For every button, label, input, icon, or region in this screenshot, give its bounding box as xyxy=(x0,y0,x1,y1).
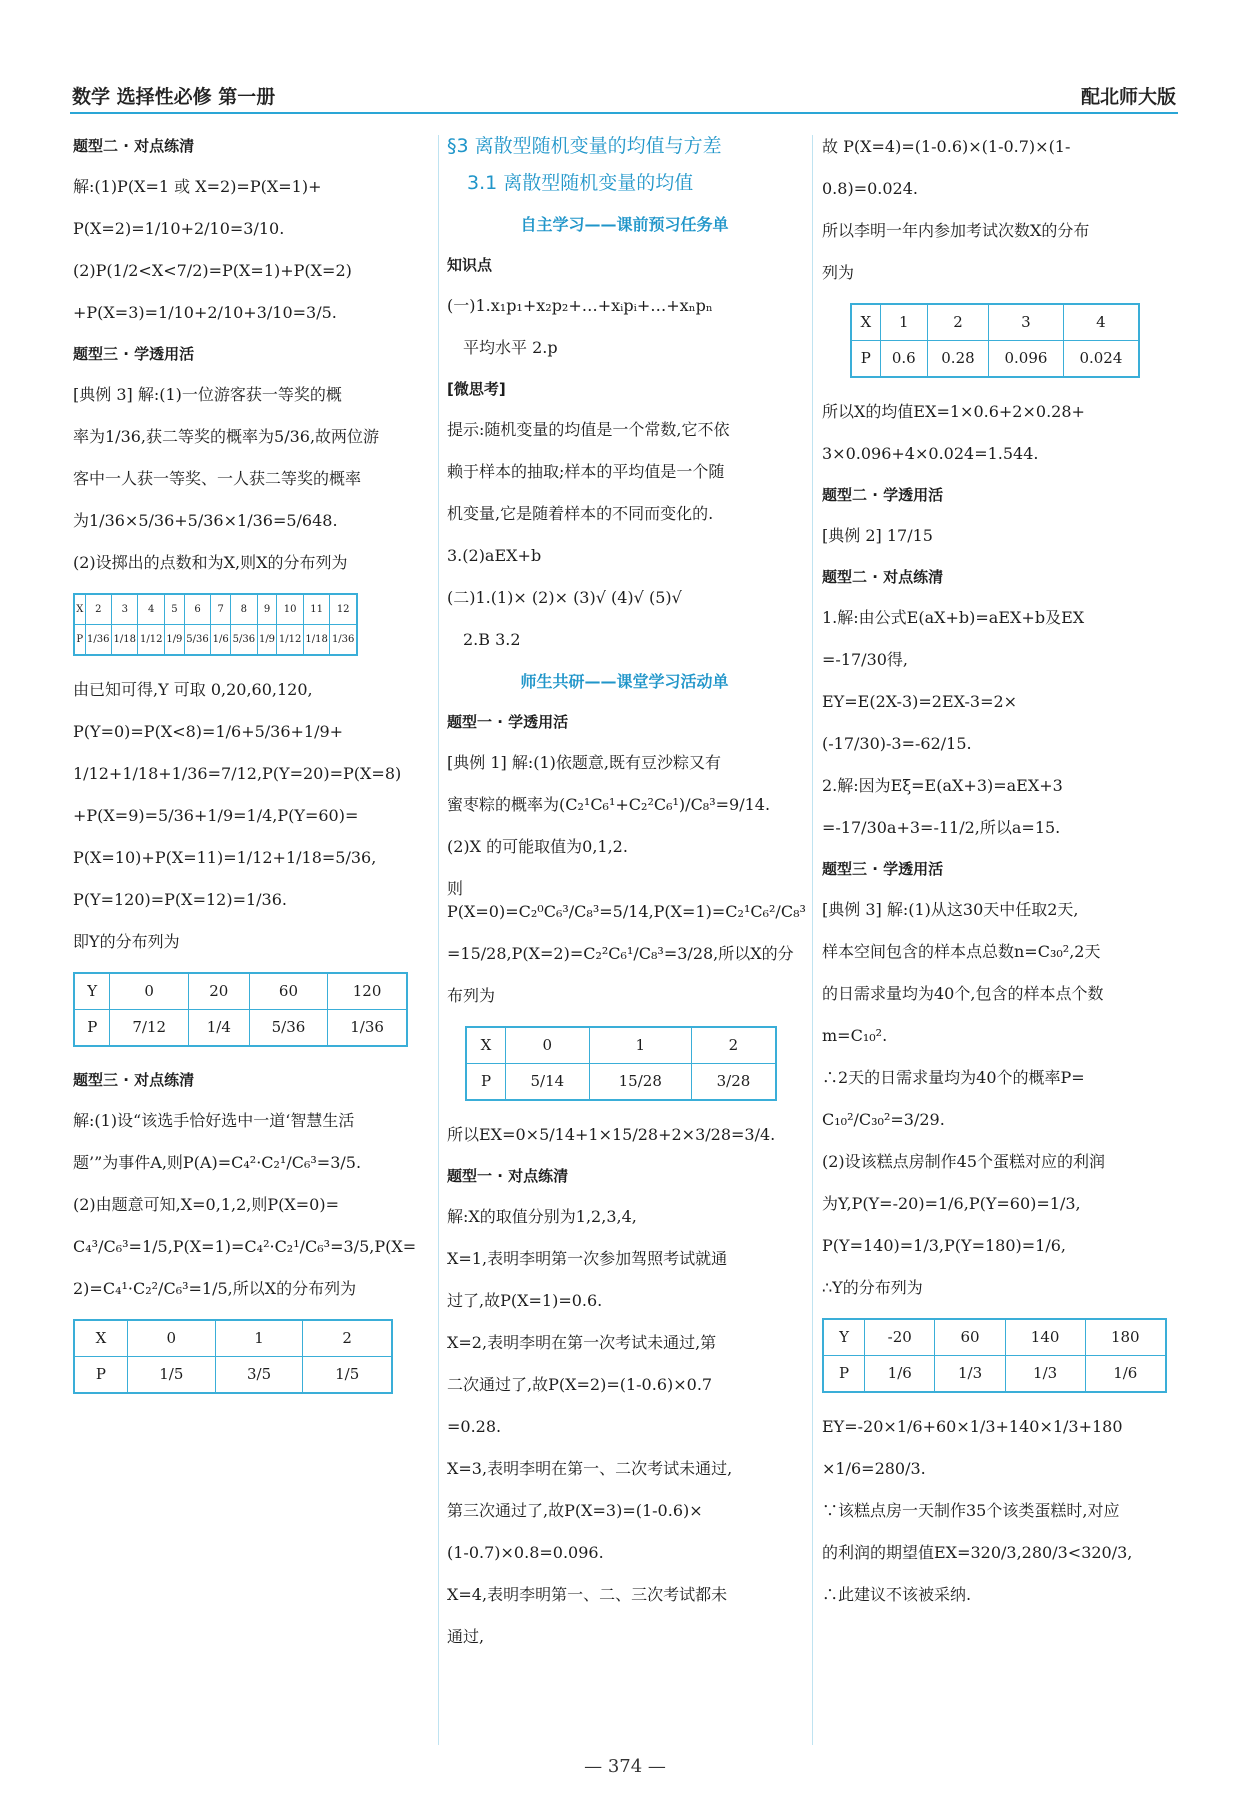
text-line: (2)X 的可能取值为0,1,2. xyxy=(447,837,628,856)
table-cell: 1/6 xyxy=(211,625,231,656)
text-line: 机变量,它是随着样本的不同而变化的. xyxy=(447,504,714,523)
text-line: P(Y=0)=P(X<8)=1/6+5/36+1/9+ xyxy=(73,722,344,741)
table-cell: X xyxy=(466,1027,506,1064)
text-line: 率为1/36,获二等奖的概率为5/36,故两位游 xyxy=(73,427,380,446)
text-line: ∴此建议不该被采纳. xyxy=(822,1585,972,1604)
text-line: 2.解:因为Eξ=E(aX+3)=aEX+3 xyxy=(822,776,1063,795)
text-line: 样本空间包含的样本点总数n=C₃₀²,2天 xyxy=(822,942,1101,961)
section-heading: 题型一 · 学透用活 xyxy=(447,713,569,731)
table-cell: 4 xyxy=(138,594,164,625)
table-cell: 1/9 xyxy=(164,625,184,656)
text-line: +P(X=3)=1/10+2/10+3/10=3/5. xyxy=(73,303,337,322)
table-cell: 0 xyxy=(127,1320,215,1357)
table-cell: 1/4 xyxy=(188,1010,249,1047)
table-cell: 60 xyxy=(249,973,327,1010)
distribution-table-x xyxy=(465,1026,777,1101)
column-middle xyxy=(447,135,806,1667)
section-heading: 题型二 · 对点练清 xyxy=(822,568,944,586)
text-line: [典例 1] 解:(1)依题意,既有豆沙粽又有 xyxy=(447,753,721,772)
text-line: 赖于样本的抽取;样本的平均值是一个随 xyxy=(447,462,725,481)
table-cell: 120 xyxy=(328,973,407,1010)
text-line: 3.(2)aEX+b xyxy=(447,546,542,565)
table-cell: 1/36 xyxy=(85,625,111,656)
text-line: 解:X的取值分别为1,2,3,4, xyxy=(447,1207,637,1226)
table-cell: 11 xyxy=(303,594,329,625)
text-line: 列为 xyxy=(822,263,855,282)
text-line: ∴Y的分布列为 xyxy=(822,1278,923,1297)
text-line: (1-0.7)×0.8=0.096. xyxy=(447,1543,604,1562)
text-line: 通过, xyxy=(447,1627,485,1646)
text-line: ∵该糕点房一天制作35个该类蛋糕时,对应 xyxy=(822,1501,1120,1520)
table-cell: 1/5 xyxy=(303,1357,392,1394)
text-line: [典例 3] 解:(1)一位游客获一等奖的概 xyxy=(73,385,342,404)
table-cell: Y xyxy=(823,1319,865,1356)
distribution-table-x xyxy=(73,593,358,656)
section-heading: 题型三 · 学透用活 xyxy=(822,860,944,878)
text-line: 提示:随机变量的均值是一个常数,它不依 xyxy=(447,420,730,439)
text-line: (一)1.x₁p₁+x₂p₂+…+xᵢpᵢ+…+xₙpₙ xyxy=(447,296,713,315)
table-cell: X xyxy=(74,594,85,625)
table-cell: 5/36 xyxy=(231,625,257,656)
text-line: 所以X的均值EX=1×0.6+2×0.28+ xyxy=(822,402,1085,421)
text-line: 1.解:由公式E(aX+b)=aEX+b及EX xyxy=(822,608,1085,627)
text-line: 3×0.096+4×0.024=1.544. xyxy=(822,444,1039,463)
table-cell: 2 xyxy=(85,594,111,625)
text-line: (二)1.(1)× (2)× (3)√ (4)√ (5)√ xyxy=(447,588,682,607)
text-line: =-17/30得, xyxy=(822,650,909,669)
section-heading: 题型三 · 学透用活 xyxy=(73,345,195,363)
text-line: (-17/30)-3=-62/15. xyxy=(822,734,972,753)
section-heading: 题型二 · 对点练清 xyxy=(73,137,195,155)
table-cell: 0 xyxy=(110,973,188,1010)
text-line: P(X=10)+P(X=11)=1/12+1/18=5/36, xyxy=(73,848,377,867)
text-line: 客中一人获一等奖、一人获二等奖的概率 xyxy=(73,469,362,488)
table-cell: 3 xyxy=(989,304,1064,341)
table-cell: 15/28 xyxy=(589,1064,691,1101)
text-line: 第三次通过了,故P(X=3)=(1-0.6)× xyxy=(447,1501,703,1520)
column-right xyxy=(822,135,1178,1625)
table-cell: 0 xyxy=(506,1027,590,1064)
text-line: 故 P(X=4)=(1-0.6)×(1-0.7)×(1- xyxy=(822,137,1071,156)
distribution-table-y xyxy=(822,1318,1167,1393)
table-cell: 1/3 xyxy=(935,1356,1005,1393)
text-line: =-17/30a+3=-11/2,所以a=15. xyxy=(822,818,1061,837)
table-cell: P xyxy=(74,1010,110,1047)
table-cell: 180 xyxy=(1085,1319,1166,1356)
section-heading: 题型三 · 对点练清 xyxy=(73,1071,195,1089)
text-line: (2)设该糕点房制作45个蛋糕对应的利润 xyxy=(822,1152,1106,1171)
table-cell: 1/36 xyxy=(330,625,357,656)
table-cell: 2 xyxy=(927,304,988,341)
text-line: X=3,表明李明在第一、二次考试未通过, xyxy=(447,1459,733,1478)
distribution-table-y xyxy=(73,972,408,1047)
table-cell: 9 xyxy=(257,594,277,625)
table-cell: 4 xyxy=(1063,304,1139,341)
text-line: 为1/36×5/36+5/36×1/36=5/648. xyxy=(73,511,338,530)
table-cell: 5/36 xyxy=(184,625,210,656)
text-line: 解:(1)P(X=1 或 X=2)=P(X=1)+ xyxy=(73,177,322,196)
page-number: — 374 — xyxy=(584,1756,666,1777)
banner-heading: 师生共研——课堂学习活动单 xyxy=(520,672,729,691)
text-line: C₁₀²/C₃₀²=3/29. xyxy=(822,1110,945,1129)
text-line: (2)设掷出的点数和为X,则X的分布列为 xyxy=(73,553,348,572)
table-cell: 1/18 xyxy=(303,625,329,656)
table-cell: 1 xyxy=(589,1027,691,1064)
column-divider xyxy=(438,135,439,1745)
table-cell: 3 xyxy=(112,594,138,625)
text-line: 解:(1)设“该选手恰好选中一道‘智慧生活 xyxy=(73,1111,355,1130)
table-cell: 5/36 xyxy=(249,1010,327,1047)
table-cell: 10 xyxy=(277,594,303,625)
text-line: 蜜枣粽的概率为(C₂¹C₆¹+C₂²C₆¹)/C₈³=9/14. xyxy=(447,795,771,814)
section-heading: 题型二 · 学透用活 xyxy=(822,486,944,504)
banner-heading: 自主学习——课前预习任务单 xyxy=(520,215,729,234)
section-heading: [微思考] xyxy=(447,380,506,398)
table-cell: 5 xyxy=(164,594,184,625)
table-cell: X xyxy=(851,304,880,341)
table-cell: 60 xyxy=(935,1319,1005,1356)
table-cell: P xyxy=(466,1064,506,1101)
text-line: P(Y=140)=1/3,P(Y=180)=1/6, xyxy=(822,1236,1066,1255)
table-cell: 3/28 xyxy=(691,1064,776,1101)
table-cell: 6 xyxy=(184,594,210,625)
text-line: 平均水平 2.p xyxy=(463,338,558,357)
table-cell: 1/6 xyxy=(1085,1356,1166,1393)
text-line: 过了,故P(X=1)=0.6. xyxy=(447,1291,603,1310)
table-cell: X xyxy=(74,1320,127,1357)
table-cell: 5/14 xyxy=(506,1064,590,1101)
table-cell: 1/6 xyxy=(865,1356,935,1393)
table-cell: P xyxy=(823,1356,865,1393)
text-line: X=1,表明李明第一次参加驾照考试就通 xyxy=(447,1249,728,1268)
distribution-table-x xyxy=(850,303,1140,378)
header-edition: 配北师大版 xyxy=(1080,86,1176,108)
text-line: 由已知可得,Y 可取 0,20,60,120, xyxy=(73,680,313,699)
table-cell: 1/12 xyxy=(138,625,164,656)
table-cell: -20 xyxy=(865,1319,935,1356)
text-line: =0.28. xyxy=(447,1417,502,1436)
section-heading: 知识点 xyxy=(447,256,493,274)
text-line: P(Y=120)=P(X=12)=1/36. xyxy=(73,890,287,909)
table-cell: 1/3 xyxy=(1005,1356,1085,1393)
text-line: 布列为 xyxy=(447,986,496,1005)
subsection-title: 3.1 离散型随机变量的均值 xyxy=(467,172,694,194)
text-line: EY=E(2X-3)=2EX-3=2× xyxy=(822,692,1018,711)
table-cell: 140 xyxy=(1005,1319,1085,1356)
table-cell: 2 xyxy=(303,1320,392,1357)
text-line: 的日需求量均为40个,包含的样本点个数 xyxy=(822,984,1104,1003)
text-line: ∴2天的日需求量均为40个的概率P= xyxy=(822,1068,1085,1087)
table-cell: 1/12 xyxy=(277,625,303,656)
table-cell: P xyxy=(74,1357,127,1394)
table-cell: 0.096 xyxy=(989,341,1064,378)
text-line: 则P(X=0)=C₂⁰C₆³/C₈³=5/14,P(X=1)=C₂¹C₆²/C₈³ xyxy=(447,879,806,921)
header-subject: 数学 选择性必修 第一册 xyxy=(72,86,276,108)
table-cell: 0.28 xyxy=(927,341,988,378)
text-line: 的利润的期望值EX=320/3,280/3<320/3, xyxy=(822,1543,1133,1562)
table-cell: 1/18 xyxy=(112,625,138,656)
table-cell: P xyxy=(74,625,85,656)
text-line: 即Y的分布列为 xyxy=(73,932,180,951)
table-cell: 1/9 xyxy=(257,625,277,656)
column-left xyxy=(73,135,430,1416)
table-cell: 2 xyxy=(691,1027,776,1064)
table-cell: 7/12 xyxy=(110,1010,188,1047)
text-line: (2)P(1/2<X<7/2)=P(X=1)+P(X=2) xyxy=(73,261,352,280)
text-line: 所以李明一年内参加考试次数X的分布 xyxy=(822,221,1090,240)
distribution-table-x2 xyxy=(73,1319,393,1394)
text-line: ×1/6=280/3. xyxy=(822,1459,926,1478)
text-line: +P(X=9)=5/36+1/9=1/4,P(Y=60)= xyxy=(73,806,359,825)
text-line: X=4,表明李明第一、二、三次考试都未 xyxy=(447,1585,728,1604)
text-line: 所以EX=0×5/14+1×15/28+2×3/28=3/4. xyxy=(447,1125,776,1144)
text-line: EY=-20×1/6+60×1/3+140×1/3+180 xyxy=(822,1417,1123,1436)
table-cell: Y xyxy=(74,973,110,1010)
text-line: 2.B 3.2 xyxy=(463,630,521,649)
text-line: 题’”为事件A,则P(A)=C₄²·C₂¹/C₆³=3/5. xyxy=(73,1153,362,1172)
table-cell: 8 xyxy=(231,594,257,625)
table-cell: 1/5 xyxy=(127,1357,215,1394)
text-line: 2)=C₄¹·C₂²/C₆³=1/5,所以X的分布列为 xyxy=(73,1279,357,1298)
text-line: m=C₁₀². xyxy=(822,1026,888,1045)
text-line: 二次通过了,故P(X=2)=(1-0.6)×0.7 xyxy=(447,1375,713,1394)
table-cell: 0.024 xyxy=(1063,341,1139,378)
text-line: 1/12+1/18+1/36=7/12,P(Y=20)=P(X=8) xyxy=(73,764,402,783)
table-cell: 7 xyxy=(211,594,231,625)
table-cell: 1 xyxy=(215,1320,303,1357)
text-line: P(X=2)=1/10+2/10=3/10. xyxy=(73,219,285,238)
table-cell: 0.6 xyxy=(880,341,927,378)
text-line: (2)由题意可知,X=0,1,2,则P(X=0)= xyxy=(73,1195,339,1214)
text-line: 为Y,P(Y=-20)=1/6,P(Y=60)=1/3, xyxy=(822,1194,1081,1213)
text-line: =15/28,P(X=2)=C₂²C₆¹/C₈³=3/28,所以X的分 xyxy=(447,944,794,963)
text-line: [典例 2] 17/15 xyxy=(822,526,933,545)
page-header xyxy=(70,82,1178,114)
table-cell: 12 xyxy=(330,594,357,625)
text-line: 0.8)=0.024. xyxy=(822,179,918,198)
table-cell: 1/36 xyxy=(328,1010,407,1047)
text-line: [典例 3] 解:(1)从这30天中任取2天, xyxy=(822,900,1079,919)
text-line: C₄³/C₆³=1/5,P(X=1)=C₄²·C₂¹/C₆³=3/5,P(X= xyxy=(73,1237,417,1256)
column-divider xyxy=(812,135,813,1745)
table-cell: P xyxy=(851,341,880,378)
section-title: §3 离散型随机变量的均值与方差 xyxy=(447,135,722,157)
table-cell: 1 xyxy=(880,304,927,341)
section-heading: 题型一 · 对点练清 xyxy=(447,1167,569,1185)
text-line: X=2,表明李明在第一次考试未通过,第 xyxy=(447,1333,717,1352)
table-cell: 3/5 xyxy=(215,1357,303,1394)
table-cell: 20 xyxy=(188,973,249,1010)
